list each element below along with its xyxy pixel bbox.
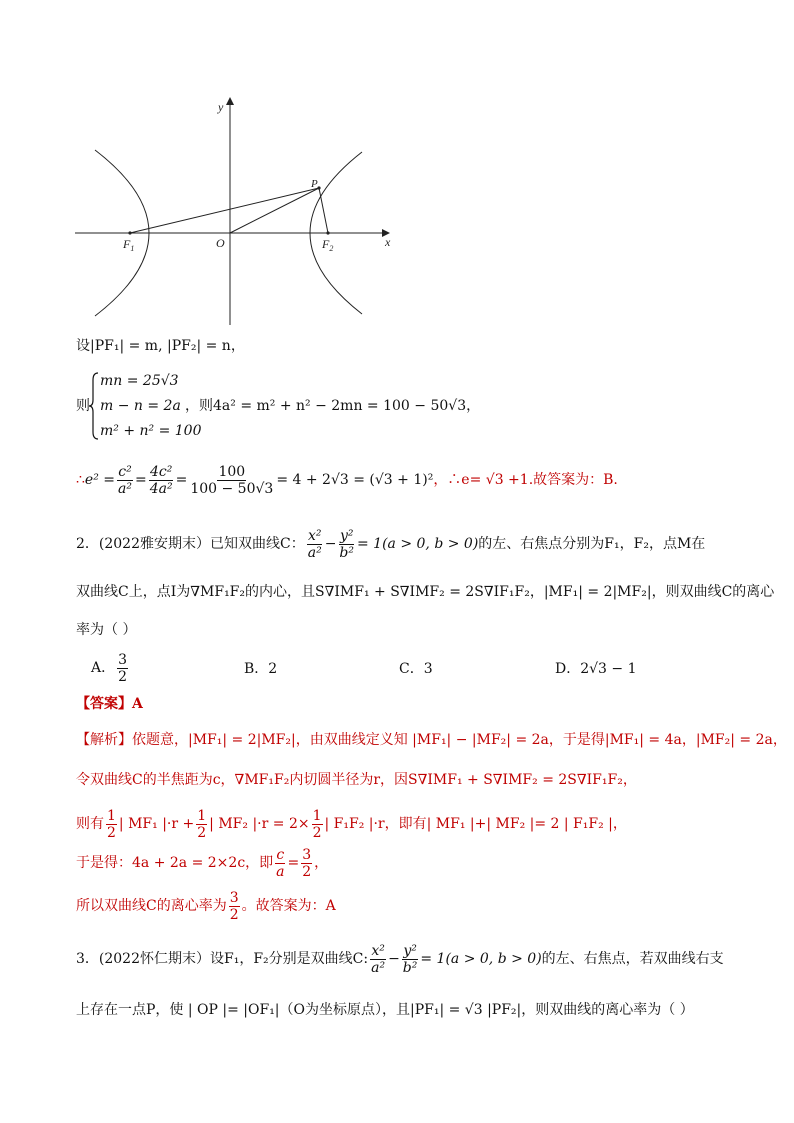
- sol1-line1: 设|PF₁| = m, |PF₂| = n，: [76, 338, 245, 354]
- q3-head: 3．(2022怀仁期末）设F₁，F₂分别是双曲线C: $\frac{\text{x²}}{\text{a²}}$ − $\frac{\text{y²}}{\text{b²}}$ = 1(a > 0, b > 0) 的左、右焦点，若双曲线右支: [76, 942, 724, 976]
- point-f2-label: $F_2$: [322, 237, 334, 253]
- q2-frac-y: $\frac{\text{y²}}{\text{b²}}$: [339, 527, 354, 561]
- q2-sol-line1: 【解析】依题意，|MF₁| = 2|MF₂|，由双曲线定义知 |MF₁| − |MF₂| = 2a，于是得|MF₁| = 4a，|MF₂| = 2a，: [76, 732, 787, 748]
- sol1-sys-prefix: 则: [76, 398, 90, 414]
- sys-eq-1: mn = 25√3: [100, 373, 179, 389]
- q2-sol-line4: 于是得：4a + 2a = 2×2c，即 $\frac{c}{a}$ = $\frac{3}{2}$ ，: [76, 846, 329, 880]
- frac-100: $\frac{100}{100 - 50√3}$: [190, 463, 274, 497]
- sys-eq-3: m² + n² = 100: [100, 423, 202, 439]
- frac-c2-a2: $\frac{\text{c²}}{\text{a²}}$: [118, 463, 132, 497]
- q3-frac-y: $\frac{\text{y²}}{\text{b²}}$: [402, 942, 418, 976]
- sys-eq-2: m − n = 2a: [100, 398, 181, 414]
- frac-4c2-4a2: $\frac{\text{4c²}}{\text{4a²}}$: [149, 463, 173, 497]
- option-b: B．2: [244, 661, 278, 677]
- q3-frac-x: $\frac{\text{x²}}{\text{a²}}$: [371, 942, 386, 976]
- therefore-symbol: ∴: [76, 472, 85, 488]
- point-f1-label: $F_1$: [123, 237, 135, 253]
- q2-sol-line3: 则有 $\frac{1}{2}$ | MF₁ |·r + $\frac{1}{2}$ | MF₂ |·r = 2× $\frac{1}{2}$ | F₁F₂ |·r，即有| MF₁ |+| MF₂ |= 2 | F₁F₂ |，: [76, 807, 627, 841]
- hyperbola-figure: [60, 95, 410, 330]
- q2-line3: 率为（ ）: [76, 622, 137, 638]
- axis-y-label: y: [218, 100, 224, 114]
- sys-tail: ，则4a² = m² + n² − 2mn = 100 − 50√3，: [185, 398, 481, 414]
- point-o-label: O: [216, 236, 225, 250]
- eccentricity-line: ∴ e² = $\frac{\text{c²}}{\text{a²}}$ = $\frac{\text{4c²}}{\text{4a²}}$ = $\frac{100}{100 - 50√3}$ = 4 + 2√3 = (√3 + 1)² ，∴e= √3 +1.故答案为：B.: [76, 463, 618, 497]
- q2-frac-x: $\frac{\text{x²}}{\text{a²}}$: [307, 527, 322, 561]
- q3-line2: 上存在一点P，使 | OP |= |OF₁|（O为坐标原点），且|PF₁| = √3 |PF₂|，则双曲线的离心率为（ ）: [76, 1002, 694, 1018]
- option-a: A． $\frac{3}{2}$: [91, 651, 128, 685]
- option-c: C．3: [399, 661, 433, 677]
- q2-line2: 双曲线C上，点I为∇MF₁F₂的内心，且S∇IMF₁ + S∇IMF₂ = 2S∇IF₁F₂，|MF₁| = 2|MF₂|，则双曲线C的离心: [76, 584, 775, 600]
- option-d: D．2√3 − 1: [555, 661, 637, 677]
- q2-sol-line5: 所以双曲线C的离心率为 $\frac{3}{2}$ 。故答案为：A: [76, 889, 336, 923]
- axis-x-label: x: [385, 235, 391, 249]
- point-p-label: P: [311, 178, 318, 190]
- q2-head: 2．(2022雅安期末）已知双曲线C： $\frac{\text{x²}}{\text{a²}}$ − $\frac{\text{y²}}{\text{b²}}$ = 1(a > 0, b > 0) 的左、右焦点分别为F₁，F₂，点M在: [76, 527, 706, 561]
- left-brace: [89, 372, 99, 440]
- q2-sol-line2: 令双曲线C的半焦距为c，∇MF₁F₂内切圆半径为r，因S∇IMF₁ + S∇IMF₂ = 2S∇IF₁F₂，: [76, 772, 637, 788]
- q2-answer: 【答案】A: [76, 696, 143, 712]
